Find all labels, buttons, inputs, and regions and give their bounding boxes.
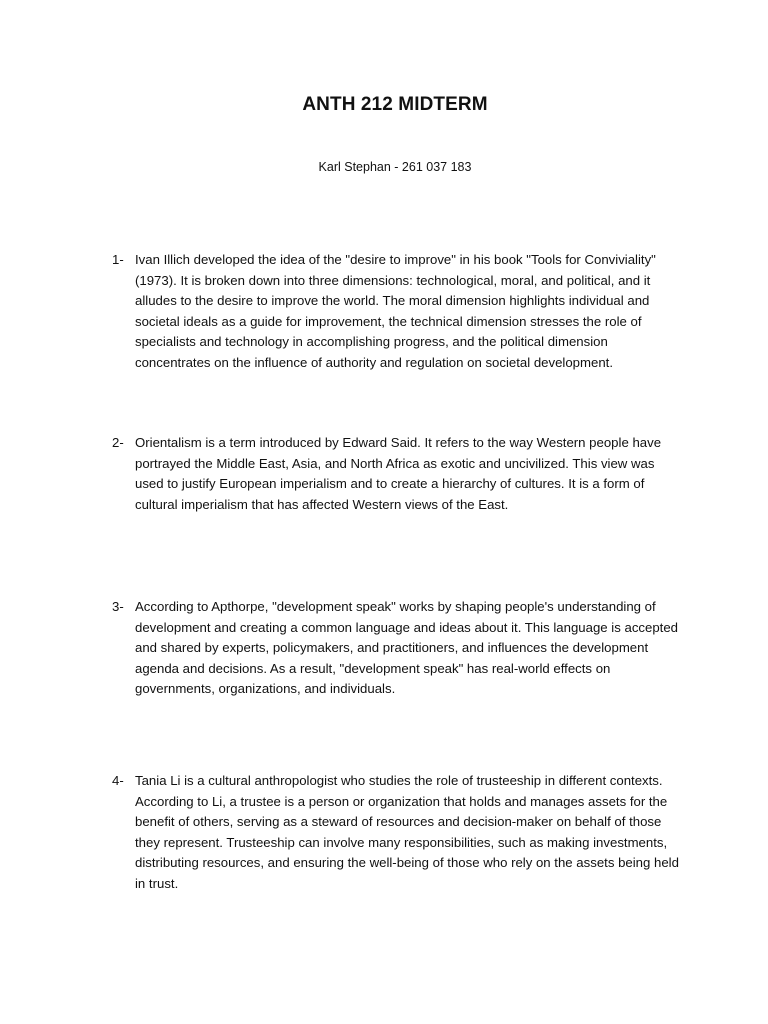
answer-number: 2- <box>112 435 124 450</box>
answer-number: 4- <box>112 773 124 788</box>
author-line: Karl Stephan - 261 037 183 <box>318 160 472 174</box>
answer-text: Ivan Illich developed the idea of the "desire to improve" in his book "Tools for Conviviality" (1973). It is broken down into three dimensions: technological, moral, and political, and it alludes to the desire to improve the world. The moral dimension highlights individual and societal ideals as a guide for improvement, the technical dimension stresses the role of specialists and technology in accomplishing progress, and the political dimension concentrates on the influence of authority and regulation on societal development. <box>135 252 656 370</box>
document-title: ANTH 212 MIDTERM <box>302 94 488 115</box>
answer-text: Tania Li is a cultural anthropologist who studies the role of trusteeship in different contexts. According to Li, a trustee is a person or organization that holds and manages assets for the benefit of others, serving as a steward of resources and decision-maker on behalf of those they represent. Trusteeship can involve many responsibilities, such as making investments, distributing resources, and ensuring the well-being of those who rely on the assets being held in trust. <box>135 773 679 891</box>
answer-number: 1- <box>112 252 124 267</box>
answer-text: According to Apthorpe, "development speak" works by shaping people's understanding of development and creating a common language and ideas about it. This language is accepted and shared by experts, policymakers, and practitioners, and influences the development agenda and decisions. As a result, "development speak" has real-world effects on governments, organizations, and individuals. <box>135 599 679 696</box>
answer-number: 3- <box>112 599 124 614</box>
answer-text: Orientalism is a term introduced by Edward Said. It refers to the way Western people have portrayed the Middle East, Asia, and North Africa as exotic and uncivilized. This view was used to justify European imperialism and to create a hierarchy of cultures. It is a form of cultural imperialism that has affected Western views of the East. <box>135 435 662 512</box>
